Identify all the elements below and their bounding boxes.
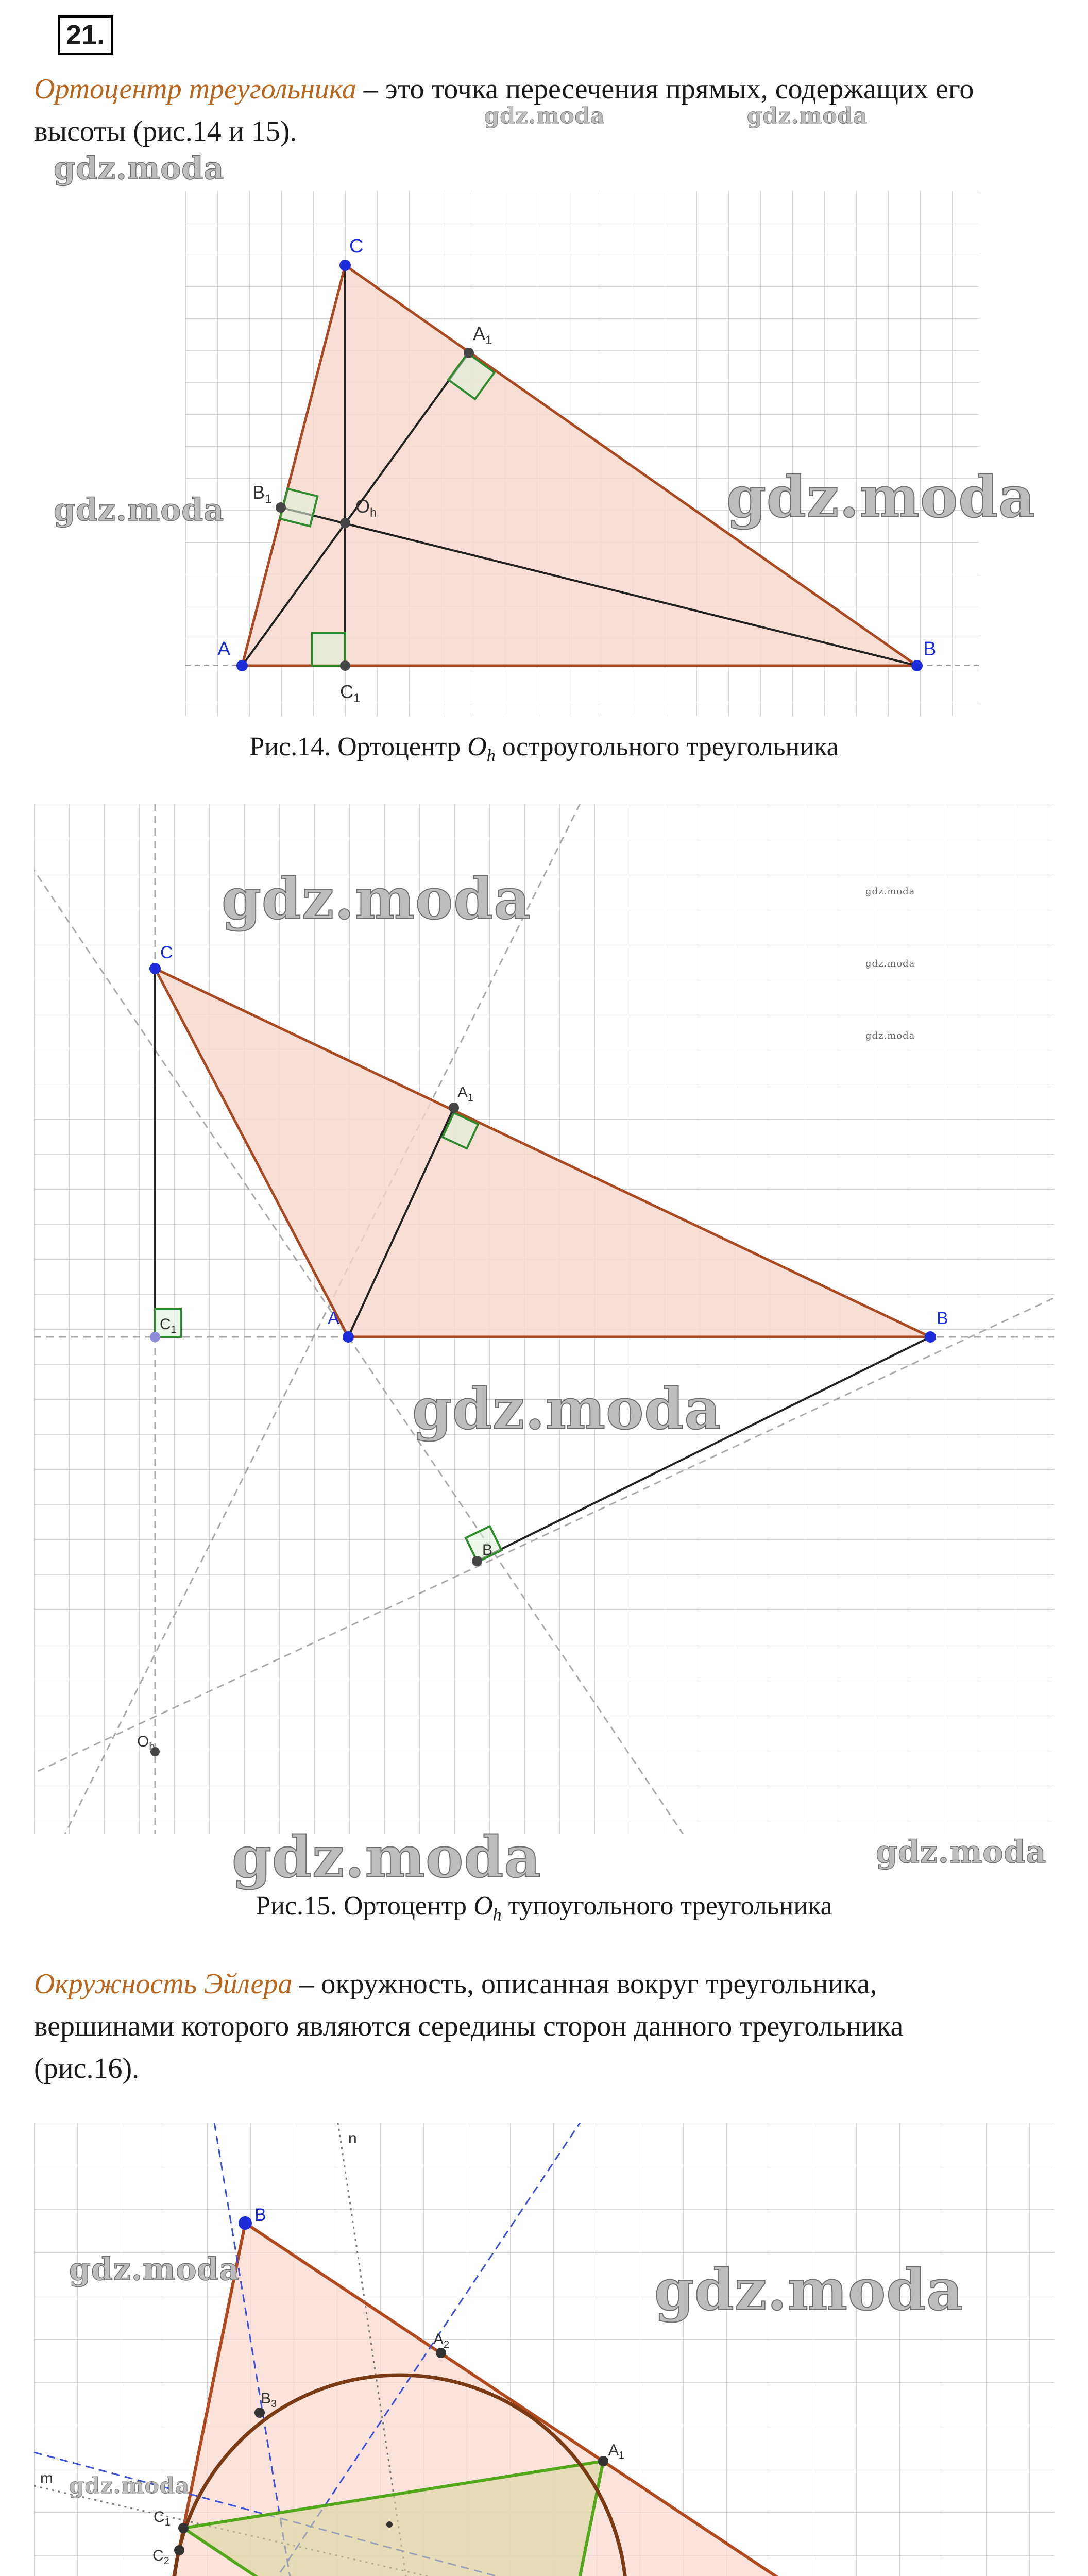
figure-16-euler-circle <box>34 2123 1054 2576</box>
svg-text:B1: $B_1$ <box>252 482 272 506</box>
label-a1: A <box>473 323 486 344</box>
point-b <box>239 2216 252 2230</box>
caption-fig15: Рис.15. Ортоцентр $O_h$ тупоугольного треугольника <box>256 1891 832 1925</box>
point-c <box>339 260 351 271</box>
label-a: A <box>328 1309 339 1328</box>
intro-text-1: – это точка пересечения прямых, содержащих его <box>356 73 974 105</box>
point-b1 <box>276 502 286 513</box>
label-b1: B <box>482 1541 493 1558</box>
point-a1 <box>598 2456 608 2466</box>
intro-text-2: высоты (рис.14 и 15). <box>34 115 297 147</box>
label-a1: A <box>608 2442 619 2459</box>
label-a: A <box>217 638 231 660</box>
watermark: gdz.moda <box>54 492 225 528</box>
point-b3 <box>254 2408 265 2418</box>
point-a1 <box>464 348 474 358</box>
svg-text:Oh: $O_h$ <box>137 1733 155 1753</box>
watermark: gdz.moda <box>654 2257 964 2323</box>
label-n: n <box>348 2130 357 2147</box>
svg-text:C1: $C_1$ <box>160 1316 177 1335</box>
label-c1: C <box>154 2509 165 2526</box>
label-oh: O <box>355 496 370 517</box>
svg-text:Oh: $O_h$ <box>355 496 377 520</box>
label-b3: B <box>261 2390 271 2407</box>
watermark: gdz.moda <box>865 1030 915 1041</box>
watermark: gdz.moda <box>222 866 531 932</box>
point-a <box>236 660 248 671</box>
label-oh: O <box>137 1733 149 1750</box>
watermark: gdz.moda <box>69 2251 240 2287</box>
point-c1 <box>340 660 350 671</box>
watermark: gdz.moda <box>412 1376 722 1442</box>
point-c1 <box>178 2523 189 2533</box>
label-c1: C <box>340 681 353 702</box>
point-b <box>911 660 923 671</box>
label-c: C <box>349 235 364 257</box>
term-orthocenter: Ортоцентр треугольника <box>34 73 356 105</box>
point-b1 <box>472 1556 482 1566</box>
watermark: gdz.moda <box>876 1834 1047 1870</box>
svg-text:C2: $C_2$ <box>152 2547 169 2567</box>
svg-text:A1: $A_1$ <box>473 323 492 347</box>
svg-text:A2: $A_2$ <box>433 2331 450 2350</box>
euler-paragraph: Окружность Эйлера – окружность, описанная вокруг треугольника, вершинами которого являются середины сторон данного треугольника (рис.16). <box>34 1968 904 2084</box>
point-a <box>343 1331 354 1343</box>
label-b: B <box>923 638 937 660</box>
label-m: m <box>40 2470 53 2487</box>
term-euler-circle: Окружность Эйлера <box>34 1968 293 2000</box>
watermark: gdz.moda <box>865 958 915 969</box>
watermark: gdz.moda <box>484 103 605 128</box>
watermark: gdz.moda <box>69 2473 190 2498</box>
point-oh <box>340 518 350 528</box>
svg-text:A1: $A_1$ <box>457 1084 474 1104</box>
svg-text:B3: $B_3$ <box>261 2390 277 2410</box>
label-a2: A <box>433 2331 444 2348</box>
caption-fig14: Рис.14. Ортоцентр $O_h$ остроугольного треугольника <box>249 732 839 766</box>
svg-text:C1: $C_1$ <box>340 681 361 705</box>
svg-text:A1: $A_1$ <box>608 2442 625 2461</box>
label-b1: B <box>252 482 265 503</box>
label-b: B <box>937 1309 948 1328</box>
watermark: gdz.moda <box>726 464 1036 530</box>
label-c: C <box>160 943 173 962</box>
point-c <box>149 963 161 974</box>
watermark: gdz.moda <box>747 103 868 128</box>
point-mid-n <box>386 2521 393 2528</box>
point-c2 <box>174 2545 184 2555</box>
figure-14-acute-triangle <box>185 191 979 716</box>
label-c2: C <box>152 2547 164 2564</box>
svg-text:C1: $C_1$ <box>154 2509 171 2528</box>
point-c1 <box>150 1332 160 1342</box>
point-b <box>925 1331 936 1343</box>
label-c1: C <box>160 1316 171 1333</box>
label-b: B <box>254 2205 266 2225</box>
label-a1: A <box>457 1084 468 1101</box>
watermark: gdz.moda <box>232 1824 541 1890</box>
task-number: 21. <box>58 15 113 55</box>
point-a1 <box>449 1103 459 1113</box>
watermark: gdz.moda <box>865 886 915 897</box>
right-angle-mark <box>312 633 345 666</box>
watermark: gdz.moda <box>54 150 225 187</box>
